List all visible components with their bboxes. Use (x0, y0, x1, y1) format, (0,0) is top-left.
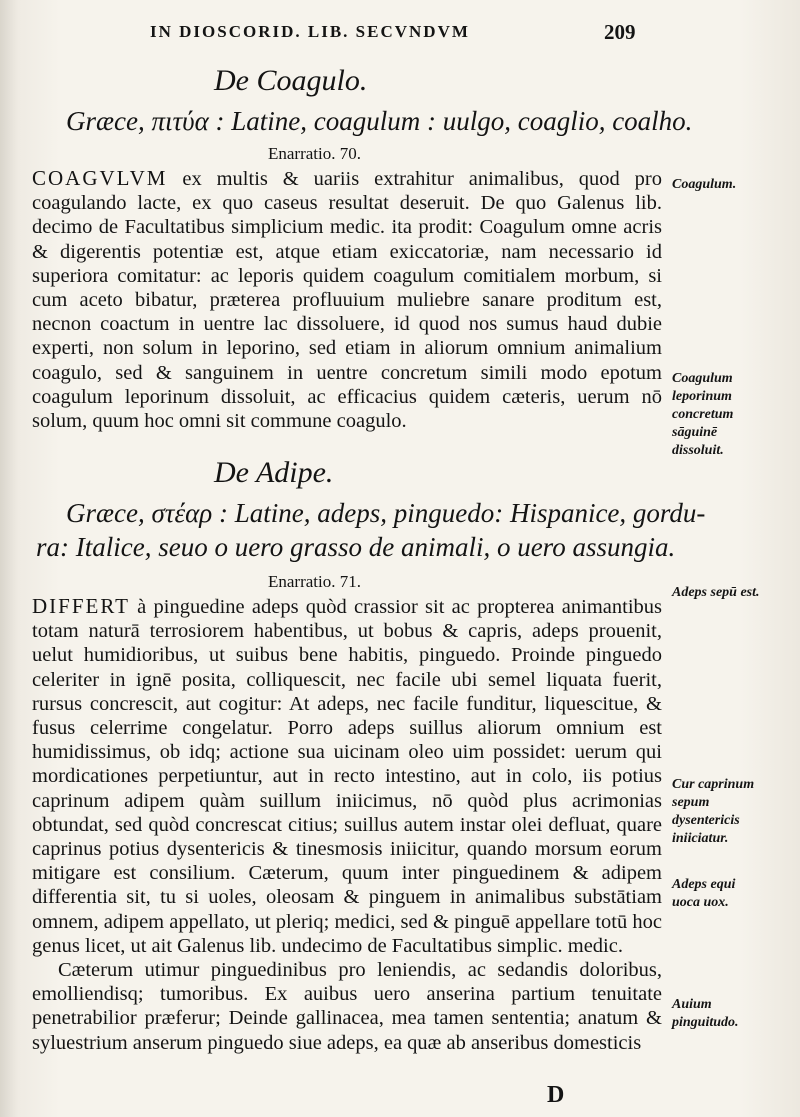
running-head: IN DIOSCORID. LIB. SECVNDVM (150, 22, 470, 41)
initial-word: COAGVLVM (32, 166, 168, 190)
synonyms-adipe-line2: ra: Italice, seuo o uero grasso de animali, o uero assungia. (36, 532, 676, 562)
margin-note: Auium pinguitudo. (672, 997, 739, 1030)
initial-word: DIFFERT (32, 594, 130, 618)
enarratio-70: Enarratio. 70. (268, 144, 361, 163)
margin-note: Adeps equi uoca uox. (672, 877, 736, 910)
paragraph: ex multis & uariis extrahitur animalibus, quod pro coagulando lacte, ex quo caseus resultat deseruit. De quo Galenus lib. decimo de Facultatibus simplicium medic. ita prodit: Coagulum omne acris & digerentis potentiæ est, atque etiam exiccatoriæ, nam necessario id superiora comitatur: ac leporis quidem coagulum comitialem morbum, si cum aceto bibatur, præterea profluuium muliebre sanare proditum est, necnon coactum in uentre lac dissoluere, id quod nos sumus haud dubie experti, non solum in leporino, sed etiam in aliorum omnium animalium coagulo, sed & sanguinem in uentre concretum simili modo epotum coagulum leporinum dissoluit, ac efficacius quidem cæteris, uerum nō solum, quum hoc omni sit commune coagulo. (32, 168, 662, 433)
margin-note: Coagulum. (672, 177, 737, 192)
synonyms-coagulo: Græce, πιτύα : Latine, coagulum : uulgo, coaglio, coalho. (66, 106, 693, 136)
body-text-coagulo (32, 166, 662, 433)
bleed-through-text (430, 64, 435, 85)
paragraph: à pinguedine adeps quòd crassior sit ac propterea animantibus totam naturā terrosiorem habentibus, ut bobus & capris, adeps prouenit, uelut humidioribus, ut suibus bene habitis, pinguedo. Proinde pinguedo celeriter in ignē posita, colliquescit, nec facile ubi semel liquata fuerit, rursus concrescit, aut cogitur: At adeps, nec facile funditur, liquescitue, & fusus celerrime congelatur. Porro adeps suillus aliorum omnium est humidissimus, ob idq; actione sua uicinam oleo uim possidet: uerum qui mordicationes perpetiuntur, aut in recto intestino, aut in colo, iis potius caprinum adipem quàm suillum iniicimus, nō quòd plus acrimonias obtundat, sed quòd concrescat citius; suillus autem instar olei defluat, quare caprinus potius dysentericis & tinesmosis iniicitur, quando morsum eorum mitigare est consilium. Cæterum, quum inter pinguedinem & adipem differentia sit, tu si uoles, oleosam & pinguem in animalibus substātiam omnem, adipem appellato, ut pleriq; medici, sed & pinguē appellare totū hoc genus licet, ut ait Galenus lib. undecimo de Facultatibus simplic. medic. (32, 596, 662, 957)
paragraph: Cæterum utimur pinguedinibus pro leniendis, ac sedandis doloribus, emolliendisq; tumoribus. Ex auibus uero anserina partium tenuitate penetrabilior præferur; Deinde gallinacea, mea tamen sententia; anatum & syluestrium anserum pinguedo siue adeps, ea quæ ab anseribus domesticis (32, 959, 662, 1054)
synonyms-adipe-line1: Græce, στέαρ : Latine, adeps, pinguedo: Hispanice, gordu- (66, 498, 706, 528)
catchword: D (547, 1082, 565, 1108)
margin-note: Cur caprinum sepum dysentericis iniiciatur. (672, 777, 755, 846)
page-number: 209 (604, 20, 636, 44)
margin-note: Coagulum leporinum concretum sāguinē dissoluit. (672, 371, 734, 458)
margin-note: Adeps sepū est. (672, 585, 760, 600)
body-text-adipe (32, 594, 662, 1055)
section-title-coagulo: De Coagulo. (214, 64, 368, 97)
enarratio-71: Enarratio. 71. (268, 572, 361, 591)
section-title-adipe: De Adipe. (214, 456, 334, 489)
